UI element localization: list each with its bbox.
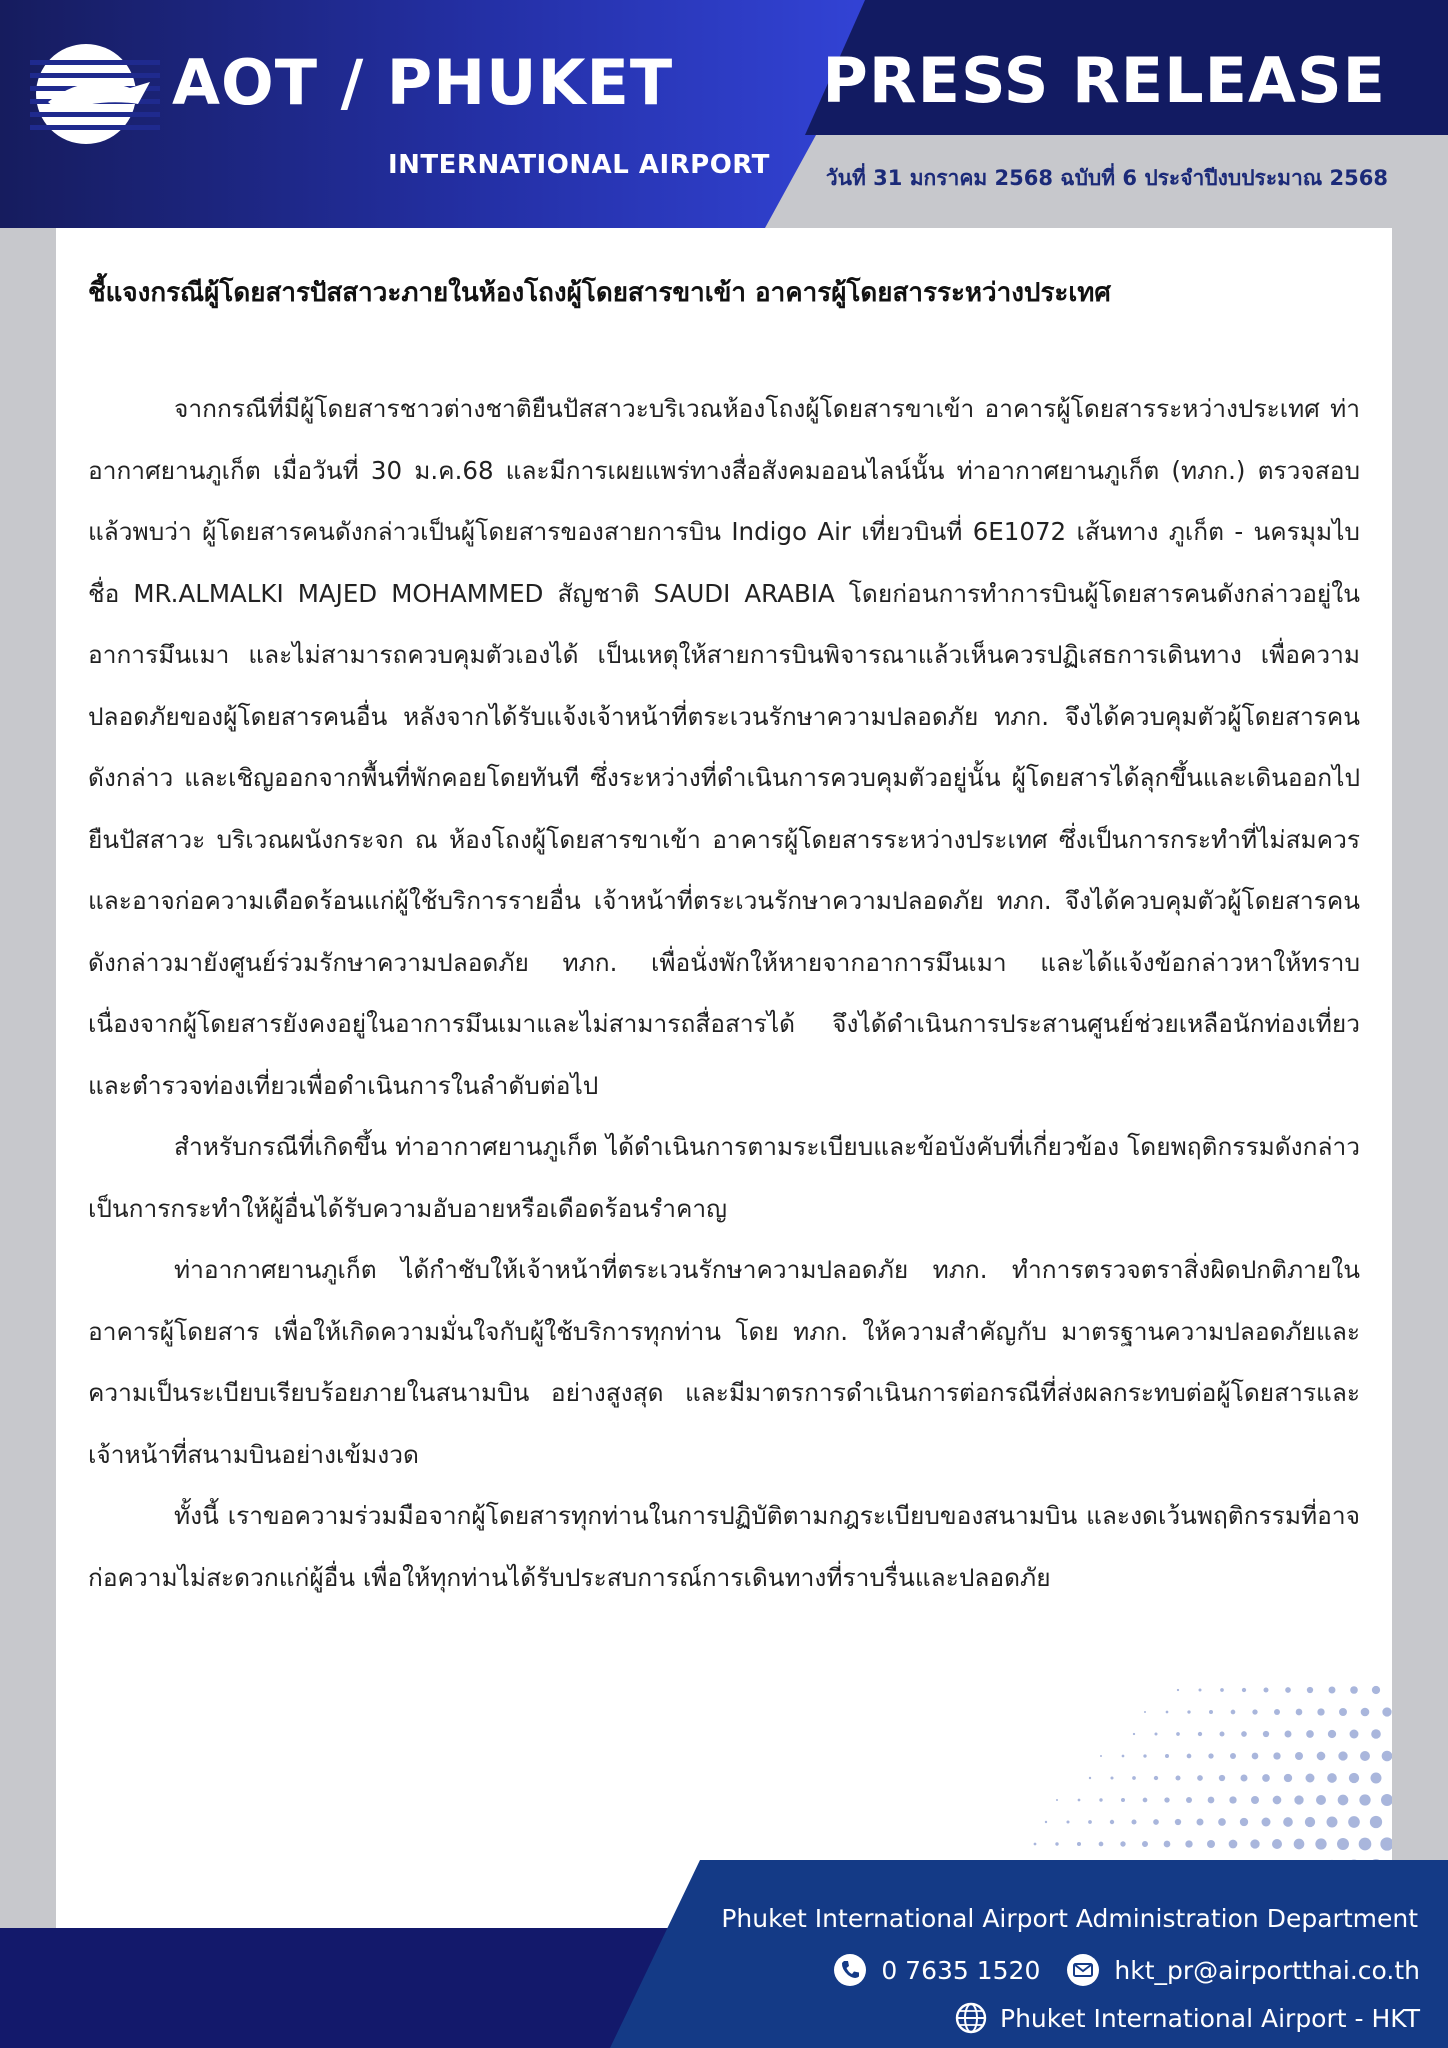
decorative-dot <box>1285 1731 1292 1738</box>
decorative-dot <box>1175 1819 1181 1825</box>
decorative-dot <box>1219 1775 1225 1781</box>
phone-icon <box>833 1953 867 1987</box>
decorative-dot <box>1359 1794 1370 1805</box>
decorative-dot <box>1187 1754 1192 1759</box>
decorative-dot <box>1110 1820 1114 1824</box>
decorative-dot <box>1056 1799 1058 1801</box>
paragraph: ท่าอากาศยานภูเก็ต ได้กำชับให้เจ้าหน้าที่ตระเวนรักษาความปลอดภัย ทภก. ทำการตรวจตราสิ่งผิดปกติภายในอาคารผู้โดยสาร เพื่อให้เกิดความมั่นใจกับผู้ใช้บริการทุกท่าน โดย ทภก. ให้ความสำคัญกับ มาตรฐานความปลอดภัยและความเป็นระเบียบเรียบร้อยภายในสนามบิน อย่างสูงสุด และมีมาตรการดำเนินการต่อกรณีที่ส่งผลกระทบต่อผู้โดยสารและเจ้าหน้าที่สนามบินอย่างเข้มงวด <box>88 1255 1360 1469</box>
brand-subtitle: INTERNATIONAL AIRPORT <box>388 150 770 180</box>
paragraph: จากกรณีที่มีผู้โดยสารชาวต่างชาติยืนปัสสาวะบริเวณห้องโถงผู้โดยสารขาเข้า อาคารผู้โดยสารระหว่างประเทศ ท่าอากาศยานภูเก็ต เมื่อวันที่ 30 ม.ค.68 และมีการเผยแพร่ทางสื่อสังคมออนไลน์นั้น ท่าอากาศยานภูเก็ต (ทภก.) ตรวจสอบแล้วพบว่า ผู้โดยสารคนดังกล่าวเป็นผู้โดยสารของสายการบิน Indigo Air เที่ยวบินที่ 6E1072 เส้นทาง ภูเก็ต - นครมุมไบ ชื่อ MR.ALMALKI MAJED MOHAMMED สัญชาติ SAUDI ARABIA โดยก่อนการทำการบินผู้โดยสารคนดังกล่าวอยู่ในอาการมึนเมา และไม่สามารถควบคุมตัวเองได้ เป็นเหตุให้สายการบินพิจารณาแล้วเห็นควรปฏิเสธการเดินทาง เพื่อความปลอดภัยของผู้โดยสารคนอื่น หลังจากได้รับแจ้งเจ้าหน้าที่ตระเวนรักษาความปลอดภัย ทภก. จึงได้ควบคุมตัวผู้โดยสารคนดังกล่าว และเชิญออกจากพื้นที่พักคอยโดยทันที ซึ่งระหว่างที่ดำเนินการควบคุมตัวอยู่นั้น ผู้โดยสารได้ลุกขึ้นและเดินออกไปยืนปัสสาวะ บริเวณผนังกระจก ณ ห้องโถงผู้โดยสารขาเข้า อาคารผู้โดยสารระหว่างประเทศ ซึ่งเป็นการกระทำที่ไม่สมควรและอาจก่อความเดือดร้อนแก่ผู้ใช้บริการรายอื่น เจ้าหน้าที่ตระเวนรักษาความปลอดภัย ทภก. จึงได้ควบคุมตัวผู้โดยสารคนดังกล่าวมายังศูนย์ร่วมรักษาความปลอดภัย ทภก. เพื่อนั่งพักให้หายจากอาการมึนเมา และได้แจ้งข้อกล่าวหาให้ทราบ เนื่องจากผู้โดยสารยังคงอยู่ในอาการมึนเมาและไม่สามารถสื่อสารได้ จึงได้ดำเนินการประสานศูนย์ช่วยเหลือนักท่องเที่ยว และตำรวจท่องเที่ยวเพื่อดำเนินการในลำดับต่อไป <box>88 394 1360 1100</box>
article-body <box>88 378 1360 1608</box>
decorative-dot <box>1296 1709 1303 1716</box>
decorative-dot <box>1305 1817 1315 1827</box>
decorative-dot <box>1381 1794 1392 1806</box>
decorative-dot <box>1328 1730 1336 1738</box>
decorative-dot <box>1262 1818 1271 1827</box>
decorative-dot <box>1142 1841 1148 1847</box>
decorative-dot <box>1240 1818 1248 1826</box>
decorative-dot <box>1122 1755 1125 1758</box>
decorative-dot <box>1264 1688 1269 1693</box>
decorative-dot <box>1370 1816 1382 1828</box>
decorative-dot <box>1120 1841 1125 1846</box>
decorative-dot <box>1164 1797 1169 1802</box>
decorative-dot <box>1166 1711 1169 1714</box>
decorative-dot <box>1144 1711 1146 1713</box>
decorative-dot <box>1175 1775 1180 1780</box>
decorative-dot <box>1231 1710 1236 1715</box>
decorative-dot <box>1209 1710 1213 1714</box>
decorative-dot <box>1380 1837 1392 1850</box>
press-header <box>0 0 1448 228</box>
decorative-dot <box>1229 1840 1238 1849</box>
decorative-dot <box>1208 1797 1215 1804</box>
decorative-dot <box>1177 1689 1179 1691</box>
decorative-dot <box>1220 1688 1224 1692</box>
decorative-dot <box>1110 1776 1113 1779</box>
globe-icon <box>954 2001 988 2035</box>
decorative-dot <box>1121 1798 1125 1802</box>
decorative-dot <box>1316 1795 1326 1805</box>
decorative-dot <box>1099 1842 1104 1847</box>
decorative-dot <box>1088 1820 1092 1824</box>
decorative-dot <box>1218 1818 1226 1826</box>
decorative-dot <box>1327 1773 1337 1783</box>
decorative-dot <box>1350 1730 1359 1739</box>
decorative-dot <box>1273 1796 1282 1805</box>
decorative-dot <box>1339 1708 1347 1716</box>
issue-date-line: วันที่ 31 มกราคม 2568 ฉบับที่ 6 ประจำปีงบประมาณ 2568 <box>825 166 1388 190</box>
decorative-dot <box>1164 1841 1171 1848</box>
decorative-dot <box>1198 1732 1202 1736</box>
email-icon <box>1066 1953 1100 1987</box>
decorative-dot <box>1360 1751 1370 1761</box>
document-body <box>56 228 1392 1928</box>
press-footer <box>0 1860 1448 2048</box>
decorative-dot <box>1055 1842 1058 1845</box>
decorative-dot <box>1294 1839 1305 1850</box>
decorative-dot <box>1143 1754 1146 1757</box>
decorative-dot <box>1208 1753 1213 1758</box>
decorative-dot <box>1348 1816 1360 1828</box>
contact-row <box>833 1953 1420 1987</box>
article-headline: ชี้แจงกรณีผู้โดยสารปัสสาวะภายในห้องโถงผู้โดยสารขาเข้า อาคารผู้โดยสารระหว่างประเทศ <box>88 278 1111 308</box>
decorative-dot <box>1132 1776 1136 1780</box>
decorative-dot <box>1066 1820 1069 1823</box>
decorative-dot <box>1361 1708 1370 1717</box>
decorative-dot <box>1100 1755 1102 1757</box>
decorative-dot <box>1274 1709 1280 1715</box>
decorative-dot <box>1034 1843 1037 1846</box>
decorative-dot <box>1349 1773 1359 1783</box>
decorative-dot <box>1154 1776 1158 1780</box>
decorative-dot <box>1077 1842 1081 1846</box>
decorative-dot <box>1207 1840 1215 1848</box>
decorative-dot <box>1382 1707 1391 1716</box>
decorative-dot <box>1133 1733 1135 1735</box>
decorative-dot <box>1241 1731 1247 1737</box>
decorative-dot <box>1198 1688 1201 1691</box>
decorative-dot <box>1229 1796 1236 1803</box>
decorative-dot <box>1371 1773 1382 1784</box>
decorative-dot <box>1337 1838 1349 1850</box>
decorative-dot <box>1186 1797 1192 1803</box>
website-name[interactable]: Phuket International Airport - HKT <box>1000 2003 1420 2033</box>
decorative-dot <box>1251 1796 1259 1804</box>
decorative-dot <box>1285 1687 1291 1693</box>
aot-logo-icon <box>30 42 160 146</box>
decorative-dot <box>1165 1754 1169 1758</box>
decorative-dot <box>1241 1775 1248 1782</box>
decorative-dot <box>1295 1752 1303 1760</box>
decorative-dot <box>1230 1753 1236 1759</box>
decorative-dot <box>1089 1777 1091 1779</box>
brand-name: AOT / PHUKET <box>172 46 674 119</box>
decorative-dot <box>1371 1729 1381 1739</box>
decorative-dot <box>1187 1710 1190 1713</box>
decorative-dot <box>1262 1774 1270 1782</box>
decorative-dot <box>1306 1774 1315 1783</box>
decorative-dot <box>1317 1708 1324 1715</box>
decorative-dot <box>1143 1798 1148 1803</box>
decorative-dot <box>1196 1818 1203 1825</box>
decorative-dot <box>1372 1686 1380 1694</box>
decorative-dot <box>1350 1686 1358 1694</box>
decorative-dot <box>1315 1838 1326 1849</box>
decorative-dot <box>1272 1839 1282 1849</box>
decorative-dot <box>1154 1732 1157 1735</box>
decorative-dot <box>1283 1817 1293 1827</box>
website-row <box>954 2001 1420 2035</box>
press-release-title: PRESS RELEASE <box>822 44 1386 117</box>
decorative-dot <box>1329 1687 1336 1694</box>
decorative-dot <box>1307 1687 1313 1693</box>
decorative-dot <box>1099 1798 1102 1801</box>
decorative-dot <box>1306 1730 1314 1738</box>
decorative-dot <box>1185 1840 1192 1847</box>
email-address[interactable]: hkt_pr@airportthai.co.th <box>1114 1955 1420 1985</box>
decorative-dot <box>1263 1731 1269 1737</box>
decorative-dot <box>1153 1819 1159 1825</box>
decorative-dot <box>1284 1774 1292 1782</box>
decorative-dot <box>1242 1688 1246 1692</box>
department-name: Phuket International Airport Administration Department <box>721 1904 1418 1933</box>
decorative-dot <box>1317 1752 1326 1761</box>
decorative-dot <box>1338 1795 1349 1806</box>
paragraph: สำหรับกรณีที่เกิดขึ้น ท่าอากาศยานภูเก็ต ได้ดำเนินการตามระเบียบและข้อบังคับที่เกี่ยวข้อง โดยพฤติกรรมดังกล่าวเป็นการกระทำให้ผู้อื่นได้รับความอับอายหรือเดือดร้อนรำคาญ <box>88 1132 1360 1223</box>
decorative-dot <box>1131 1819 1136 1824</box>
decorative-dot <box>1294 1795 1303 1804</box>
decorative-dot <box>1078 1799 1081 1802</box>
decorative-dot <box>1252 1709 1257 1714</box>
decorative-dot <box>1197 1775 1203 1781</box>
decorative-dot <box>1219 1731 1224 1736</box>
decorative-dot <box>1045 1821 1047 1823</box>
decorative-dot <box>1327 1817 1338 1828</box>
decorative-dot <box>1338 1751 1347 1760</box>
decorative-dot <box>1382 1751 1392 1762</box>
decorative-dot <box>1359 1838 1372 1851</box>
phone-number[interactable]: 0 7635 1520 <box>881 1955 1041 1985</box>
decorative-dot <box>1273 1752 1280 1759</box>
decorative-dot <box>1176 1732 1180 1736</box>
decorative-dot <box>1250 1839 1259 1848</box>
decorative-dot <box>1252 1753 1259 1760</box>
paragraph: ทั้งนี้ เราขอความร่วมมือจากผู้โดยสารทุกท่านในการปฏิบัติตามกฎระเบียบของสนามบิน และงดเว้นพฤติกรรมที่อาจก่อความไม่สะดวกแก่ผู้อื่น เพื่อให้ทุกท่านได้รับประสบการณ์การเดินทางที่ราบรื่นและปลอดภัย <box>88 1501 1360 1592</box>
